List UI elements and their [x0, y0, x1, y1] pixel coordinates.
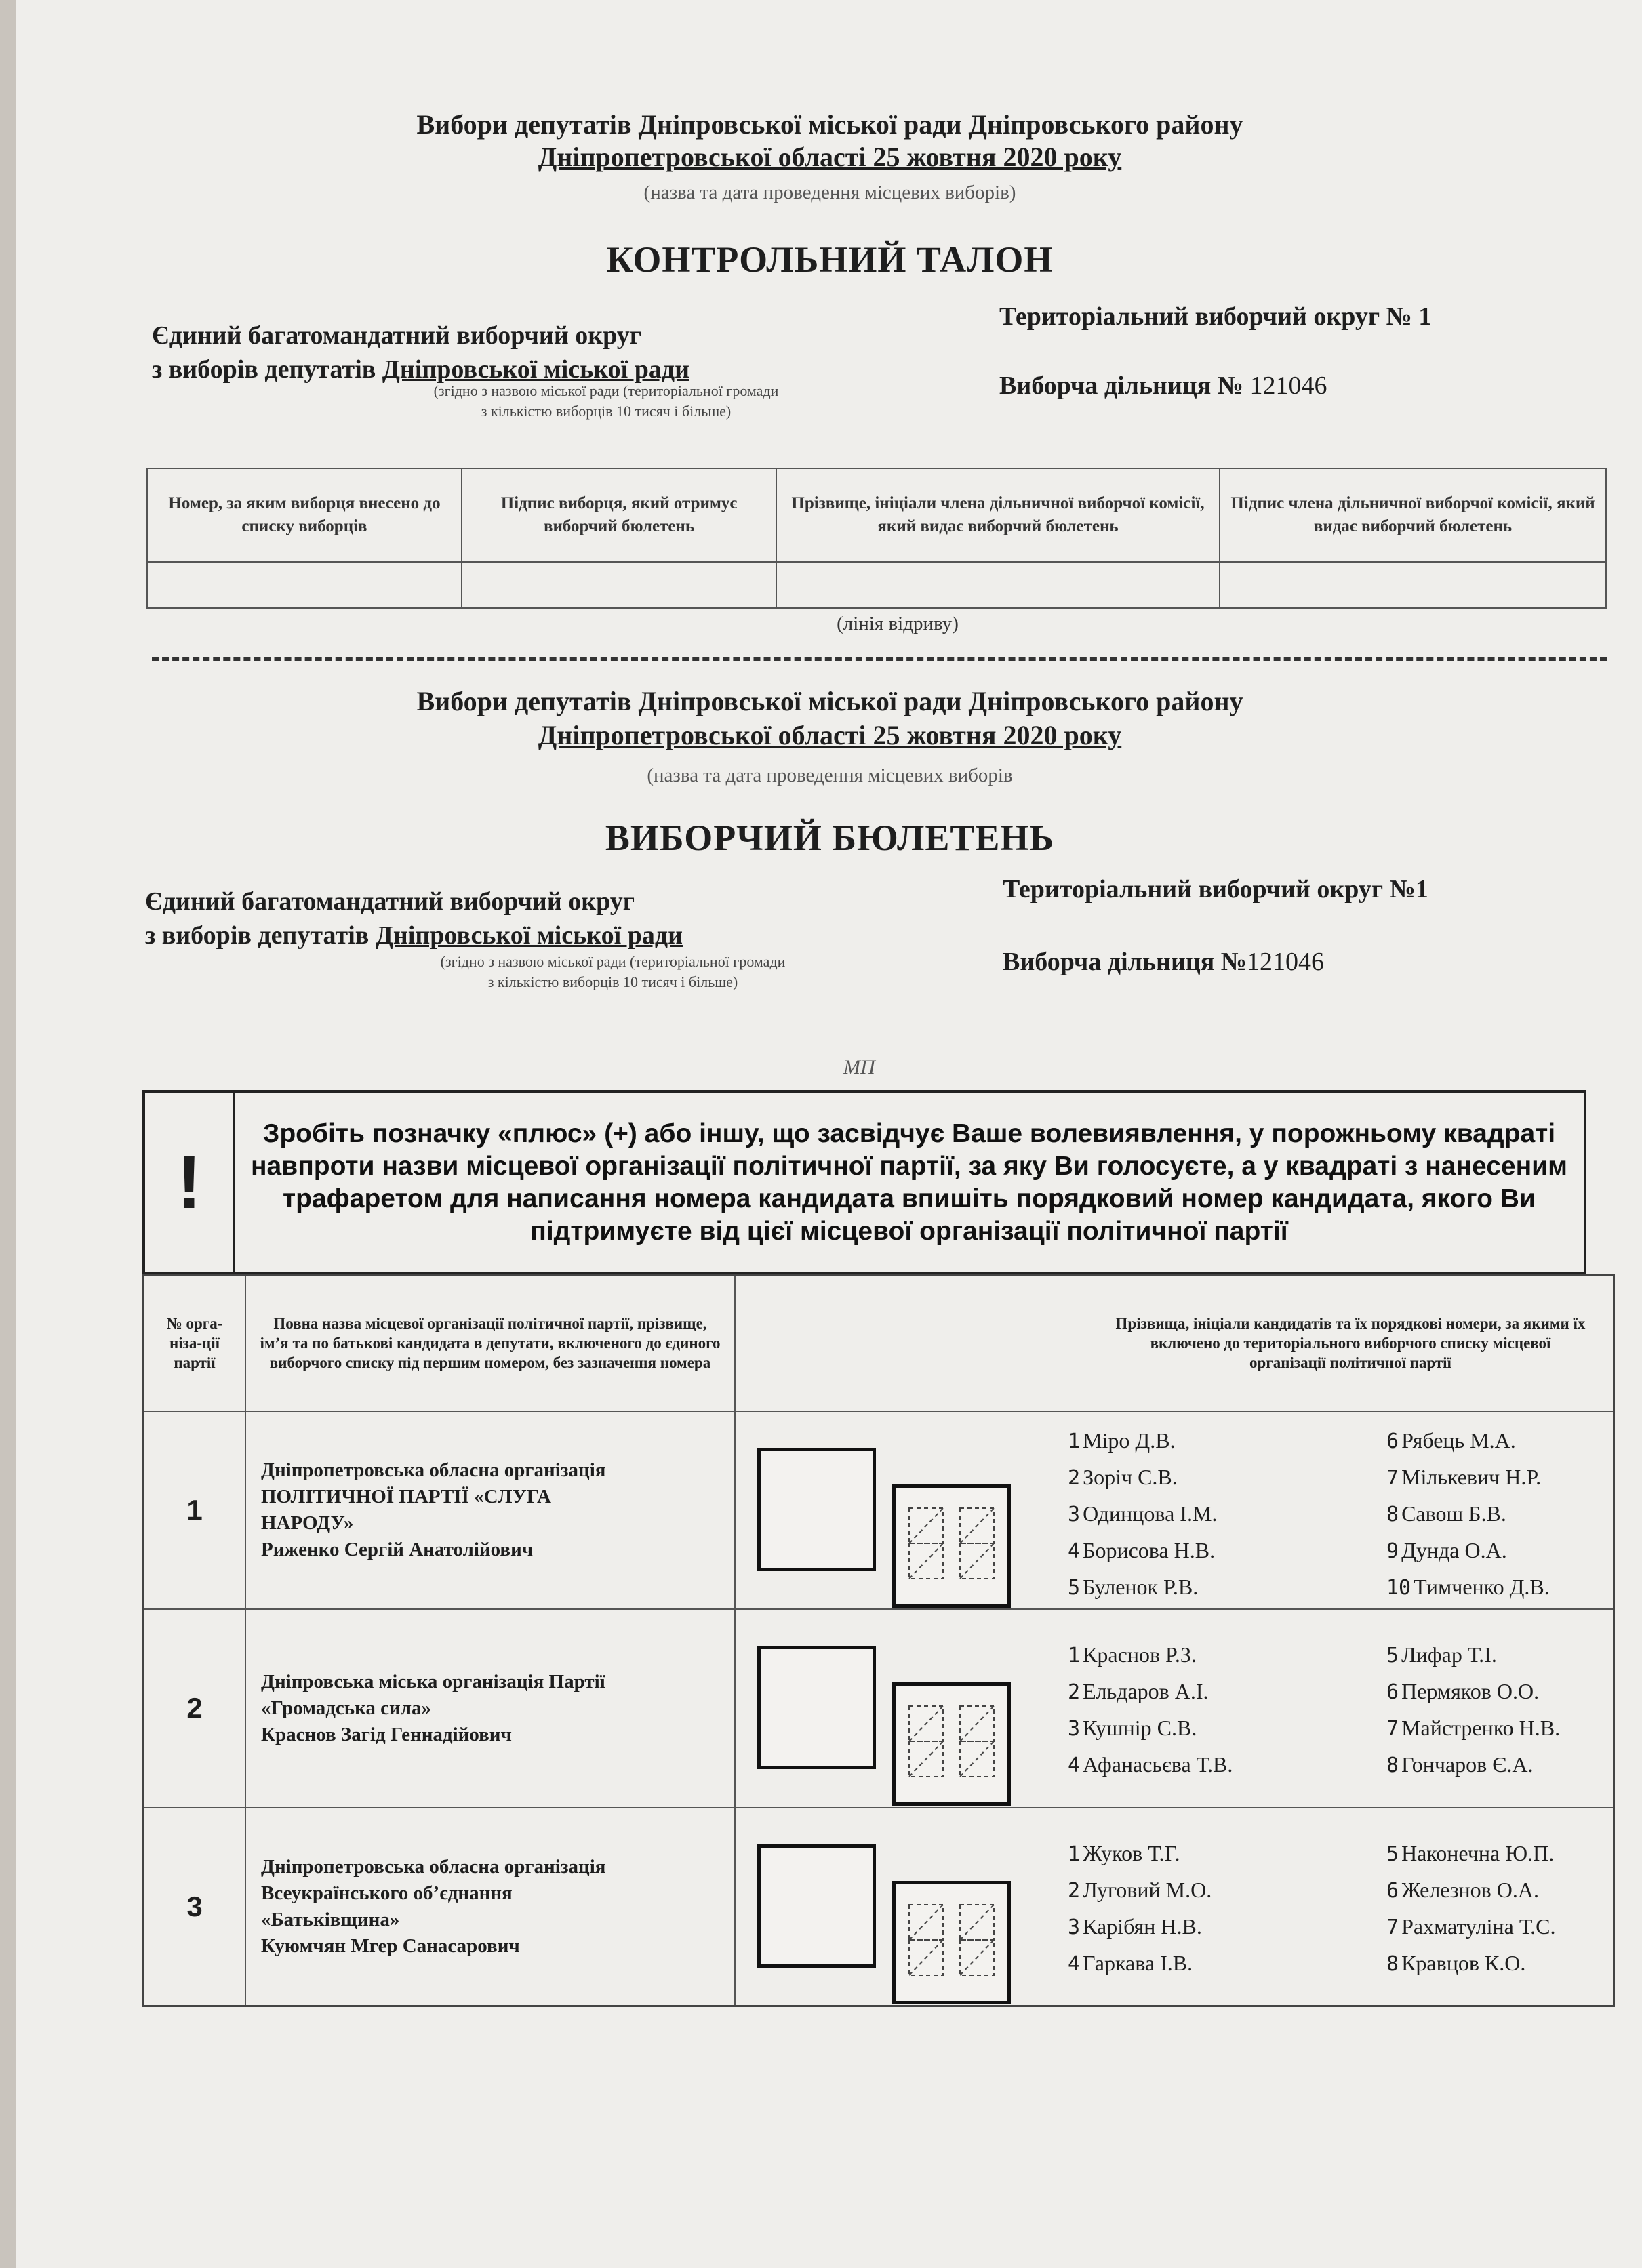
party-leader: Краснов Загід Геннадійович	[261, 1723, 512, 1745]
party-vote-checkbox[interactable]	[757, 1646, 876, 1769]
candidate	[1068, 1637, 1233, 1674]
candidate-list-right	[1386, 1637, 1560, 1783]
ballot-okrug-note1: (згідно з назвою міської ради (територіальної громади	[440, 953, 786, 970]
party-name-line: ПОЛІТИЧНОЇ ПАРТІЇ «СЛУГА	[261, 1485, 551, 1507]
candidate	[1386, 1423, 1550, 1459]
candidate-name: Карібян Н.В.	[1083, 1913, 1202, 1939]
ballot-okrug-block	[145, 885, 683, 952]
ballot-election-title-line1: Вибори депутатів Дніпровської міської ради Дніпровського району	[416, 686, 1243, 716]
party-row-1	[144, 1411, 1614, 1609]
ballot-election-title-line2: Дніпропетровської області 25 жовтня 2020 року	[538, 720, 1122, 750]
candidate-list-left	[1068, 1836, 1212, 1982]
candidate-number: 3	[1068, 1502, 1081, 1526]
party-name	[245, 1808, 735, 2006]
candidate-name: Пермяков О.О.	[1401, 1678, 1540, 1703]
candidate	[1386, 1945, 1556, 1982]
candidate	[1386, 1496, 1550, 1533]
party-name	[245, 1609, 735, 1808]
party-leader: Риженко Сергій Анатолійович	[261, 1538, 534, 1560]
candidate-name: Ельдаров А.І.	[1083, 1678, 1209, 1703]
party-number: 2	[144, 1609, 246, 1808]
stencil-digits-icon	[896, 1488, 1007, 1604]
candidate	[1386, 1637, 1560, 1674]
ballot-title: ВИБОРЧИЙ БЮЛЕТЕНЬ	[605, 817, 1055, 858]
candidate-name: Кушнір С.В.	[1083, 1715, 1197, 1740]
candidate-name: Гаркава І.В.	[1083, 1950, 1193, 1975]
candidate	[1386, 1836, 1556, 1872]
ballot-okrug-line2	[145, 918, 683, 952]
candidate-name: Майстренко Н.В.	[1401, 1715, 1561, 1740]
cut-line	[152, 657, 1607, 661]
candidate-number-stencil[interactable]	[892, 1881, 1011, 2004]
candidate	[1068, 1423, 1217, 1459]
instruction-text	[235, 1093, 1584, 1272]
candidate-number: 6	[1386, 1429, 1399, 1453]
candidate	[1068, 1872, 1212, 1909]
candidate-number: 10	[1386, 1575, 1411, 1600]
header-candidates: Прізвища, ініціали кандидатів та їх порядкові номери, за якими їх включено до територіального виборчого списку місцевої організації політичної партії	[735, 1276, 1614, 1411]
candidate-number: 1	[1068, 1429, 1081, 1453]
party-number: 3	[144, 1808, 246, 2006]
party-leader: Куюмчян Мгер Санасарович	[261, 1935, 520, 1957]
candidate	[1068, 1674, 1233, 1710]
candidate	[1386, 1533, 1550, 1569]
party-row-3	[144, 1808, 1614, 2006]
candidate-name: Тимченко Д.В.	[1414, 1574, 1550, 1599]
party-vote-cell	[735, 1808, 1614, 2006]
ballot-precinct-label: Виборча дільниця №	[1003, 948, 1247, 976]
candidate-list-right	[1386, 1423, 1550, 1606]
control-table-header-row	[147, 468, 1606, 562]
candidate	[1386, 1747, 1560, 1783]
candidate-name: Буленок Р.В.	[1083, 1574, 1199, 1599]
okrug-note1: (згідно з назвою міської ради (територіальної громади	[433, 382, 779, 399]
party-number: 1	[144, 1411, 246, 1609]
control-header-voter-signature: Підпис виборця, який отримує виборчий бюлетень	[462, 468, 776, 562]
candidate-name: Жуков Т.Г.	[1083, 1840, 1180, 1865]
control-territorial-okrug: Територіальний виборчий округ № 1	[999, 302, 1432, 331]
candidate-name: Краснов Р.З.	[1083, 1642, 1197, 1667]
party-name-line: Дніпропетровська обласна організація	[261, 1459, 606, 1481]
candidate	[1386, 1674, 1560, 1710]
candidate-number: 6	[1386, 1680, 1399, 1704]
candidate-number: 2	[1068, 1465, 1081, 1490]
party-name-line: Всеукраїнського об’єднання	[261, 1882, 513, 1904]
candidate-name: Савош Б.В.	[1401, 1501, 1506, 1526]
stencil-digits-icon	[896, 1686, 1007, 1802]
control-header-member-name: Прізвище, ініціали члена дільничної виборчої комісії, який видає виборчий бюлетень	[776, 468, 1220, 562]
stamp-place: МП	[843, 1056, 875, 1078]
candidate-name: Гончаров Є.А.	[1401, 1751, 1534, 1777]
ballot-precinct	[1003, 947, 1324, 977]
control-election-note: (назва та дата проведення місцевих виборів)	[643, 182, 1016, 203]
control-precinct-label: Виборча дільниця №	[999, 371, 1250, 400]
control-field-member-name[interactable]	[776, 562, 1220, 608]
candidate	[1068, 1909, 1212, 1945]
candidate-number: 4	[1068, 1951, 1081, 1976]
candidate-number: 7	[1386, 1465, 1399, 1490]
ballot-territorial-okrug: Територіальний виборчий округ №1	[1003, 875, 1428, 904]
control-election-title	[220, 108, 1440, 174]
candidate	[1068, 1496, 1217, 1533]
candidate-name: Афанасьєва Т.В.	[1083, 1751, 1233, 1777]
candidate-name: Мількевич Н.Р.	[1401, 1464, 1542, 1489]
candidate	[1068, 1569, 1217, 1606]
candidate-number: 8	[1386, 1753, 1399, 1777]
candidate-number: 8	[1386, 1502, 1399, 1526]
candidate-name: Одинцова І.М.	[1083, 1501, 1218, 1526]
candidate-name: Дунда О.А.	[1401, 1537, 1507, 1562]
party-vote-cell	[735, 1609, 1614, 1808]
candidate-list-left	[1068, 1637, 1233, 1783]
header-party-number: № орга-ніза-ції партії	[144, 1276, 246, 1411]
control-header-member-signature: Підпис члена дільничної виборчої комісії, який видає виборчий бюлетень	[1220, 468, 1606, 562]
candidate	[1386, 1569, 1550, 1606]
ballot-table	[142, 1274, 1615, 2007]
ballot-header-row	[144, 1276, 1614, 1411]
candidate-name: Наконечна Ю.П.	[1401, 1840, 1555, 1865]
control-precinct	[999, 371, 1327, 401]
candidate-name: Міро Д.В.	[1083, 1427, 1176, 1453]
candidate-name: Рахматуліна Т.С.	[1401, 1913, 1556, 1939]
ballot-okrug-line1: Єдиний багатомандатний виборчий округ	[145, 887, 635, 916]
stencil-digits-icon	[896, 1884, 1007, 2001]
party-name-line: «Батьківщина»	[261, 1908, 400, 1930]
cut-line-label: (лінія відриву)	[837, 613, 959, 634]
ballot-okrug-note	[396, 952, 830, 992]
ballot-okrug-note2: з кількістю виборців 10 тисяч і більше)	[487, 973, 738, 990]
okrug-council: Дніпровської міської ради	[382, 355, 689, 384]
candidate-number: 5	[1386, 1643, 1399, 1667]
candidate-number: 2	[1068, 1680, 1081, 1704]
control-election-title-line1: Вибори депутатів Дніпровської міської ради Дніпровського району	[416, 109, 1243, 140]
candidate-number: 6	[1386, 1878, 1399, 1903]
control-precinct-number: 121046	[1249, 371, 1327, 400]
candidate	[1386, 1909, 1556, 1945]
candidate-name: Кравцов К.О.	[1401, 1950, 1526, 1975]
okrug-note2: з кількістю виборців 10 тисяч і більше)	[481, 403, 732, 420]
ballot-okrug-council: Дніпровської міської ради	[375, 921, 683, 950]
candidate-number: 2	[1068, 1878, 1081, 1903]
candidate-name: Борисова Н.В.	[1083, 1537, 1216, 1562]
control-okrug-note	[396, 381, 816, 422]
ballot-sheet	[16, 0, 1642, 2268]
candidate-number: 3	[1068, 1915, 1081, 1939]
okrug-line1: Єдиний багатомандатний виборчий округ	[152, 321, 641, 350]
candidate	[1386, 1872, 1556, 1909]
candidate	[1068, 1533, 1217, 1569]
candidate	[1068, 1459, 1217, 1496]
candidate-number: 7	[1386, 1716, 1399, 1741]
candidate	[1068, 1836, 1212, 1872]
party-row-2	[144, 1609, 1614, 1808]
candidate	[1068, 1945, 1212, 1982]
candidate-name: Лифар Т.І.	[1401, 1642, 1497, 1667]
control-okrug-block	[152, 319, 689, 386]
okrug-line2-prefix: з виборів депутатів	[152, 355, 382, 384]
ballot-precinct-number: 121046	[1246, 948, 1324, 976]
control-field-voter-number[interactable]	[147, 562, 462, 608]
party-name	[245, 1411, 735, 1609]
candidate-number: 1	[1068, 1842, 1081, 1866]
candidate-number: 7	[1386, 1915, 1399, 1939]
control-field-member-signature[interactable]	[1220, 562, 1606, 608]
candidate-number-stencil[interactable]	[892, 1682, 1011, 1806]
candidate-list-left	[1068, 1423, 1217, 1606]
party-vote-checkbox[interactable]	[757, 1448, 876, 1571]
candidate	[1068, 1747, 1233, 1783]
instruction-text-content: Зробіть позначку «плюс» (+) або іншу, що засвідчує Ваше волевиявлення, у порожньому квадраті навпроти назви місцевої організації політичної партії, за яку Ви голосуєте, а у квадраті з нанесеним трафаретом для написання номера кандидата впишіть порядковий номер кандидата, якого Ви підтримуєте від цієї місцевої організації політичної партії	[250, 1118, 1567, 1246]
party-vote-cell	[735, 1411, 1614, 1609]
ballot-election-note: (назва та дата проведення місцевих виборів	[647, 765, 1013, 786]
ballot-okrug-line2-prefix: з виборів депутатів	[145, 921, 376, 950]
control-election-title-line2: Дніпропетровської області 25 жовтня 2020 року	[538, 142, 1122, 172]
party-name-line: Дніпропетровська обласна організація	[261, 1855, 606, 1878]
header-party-name: Повна назва місцевої організації політичної партії, прізвище, ім’я та по батькові кандидата в депутати, включеного до єдиного виборчого списку під першим номером, без зазначення номера	[245, 1276, 735, 1411]
candidate-name: Рябець М.А.	[1401, 1427, 1516, 1453]
candidate-number: 1	[1068, 1643, 1081, 1667]
ballot-election-title	[220, 685, 1440, 752]
candidate-list-right	[1386, 1836, 1556, 1982]
party-name-line: Дніпровська міська організація Партії	[261, 1670, 605, 1693]
control-header-voter-number: Номер, за яким виборця внесено до списку виборців	[147, 468, 462, 562]
exclamation-icon: !	[145, 1093, 235, 1272]
candidate-number-stencil[interactable]	[892, 1484, 1011, 1608]
candidate-number: 5	[1068, 1575, 1081, 1600]
instruction-box	[142, 1090, 1586, 1275]
candidate	[1068, 1710, 1233, 1747]
candidate	[1386, 1459, 1550, 1496]
candidate-number: 8	[1386, 1951, 1399, 1976]
candidate-name: Луговий М.О.	[1083, 1877, 1212, 1902]
control-table	[146, 468, 1607, 609]
control-field-voter-signature[interactable]	[462, 562, 776, 608]
candidate-name: Зоріч С.В.	[1083, 1464, 1178, 1489]
party-vote-checkbox[interactable]	[757, 1844, 876, 1968]
candidate-name: Железнов О.А.	[1401, 1877, 1539, 1902]
candidate-number: 3	[1068, 1716, 1081, 1741]
party-name-line: «Громадська сила»	[261, 1697, 432, 1719]
candidate-number: 4	[1068, 1539, 1081, 1563]
control-coupon-title: КОНТРОЛЬНИЙ ТАЛОН	[606, 239, 1054, 280]
control-table-entry-row	[147, 562, 1606, 608]
candidate-number: 5	[1386, 1842, 1399, 1866]
candidate	[1386, 1710, 1560, 1747]
candidate-number: 4	[1068, 1753, 1081, 1777]
candidate-number: 9	[1386, 1539, 1399, 1563]
party-name-line: НАРОДУ»	[261, 1512, 354, 1534]
